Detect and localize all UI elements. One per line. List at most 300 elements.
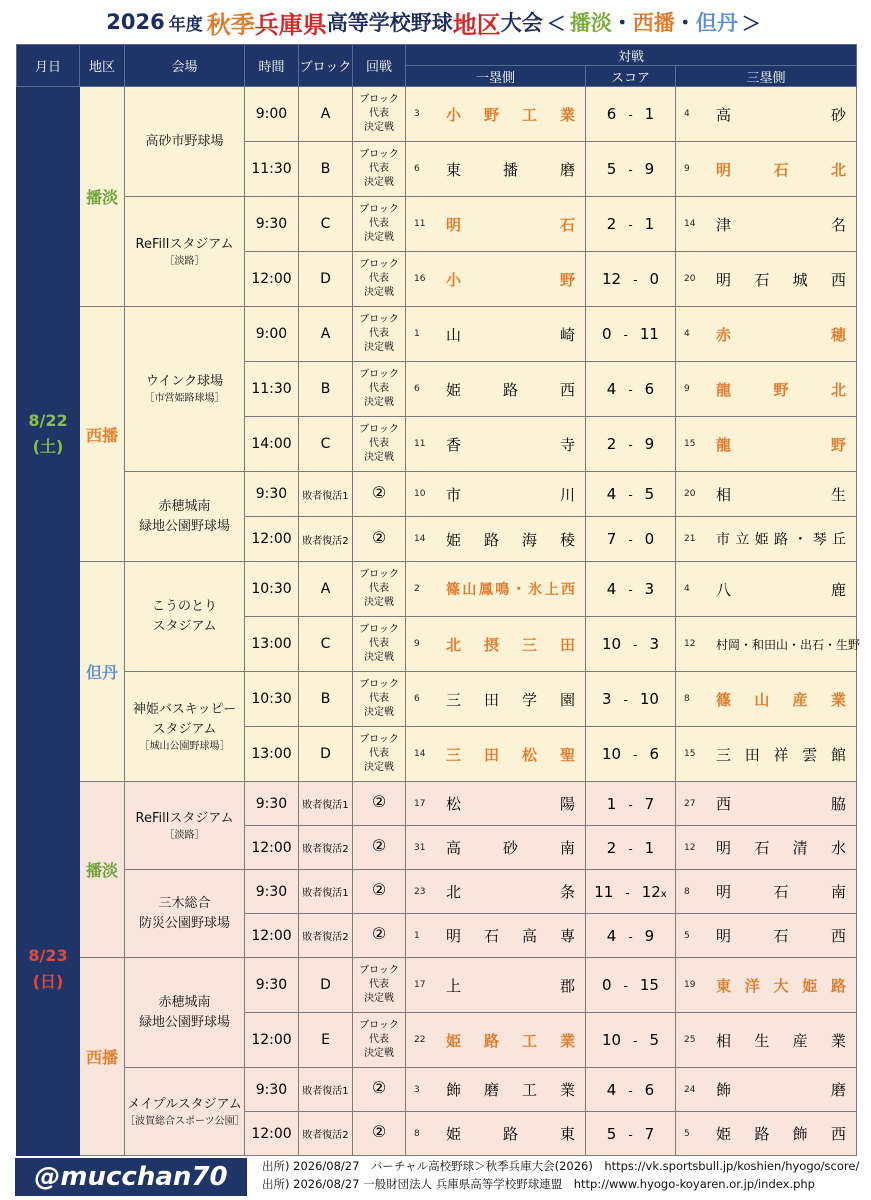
seed-number: 4 — [684, 109, 690, 119]
round-line: ブロック — [359, 569, 399, 580]
round-line: 代表 — [369, 693, 389, 704]
first-base-team — [406, 826, 586, 870]
round-line: 決定戦 — [364, 177, 394, 188]
score-dash: - — [616, 797, 645, 812]
seed-number: 24 — [684, 1084, 696, 1095]
venue-sub: ［城山公園野球場］ — [139, 740, 230, 752]
round-line: 代表 — [369, 163, 389, 174]
score-dash: - — [613, 885, 642, 900]
first-base-team — [406, 672, 586, 727]
time-cell: 9:30 — [245, 197, 299, 252]
score-cell — [586, 517, 676, 562]
first-base-team — [406, 1068, 586, 1112]
venue-name: スタジアム — [152, 721, 217, 737]
seed-number: 16 — [414, 274, 426, 284]
round-number: ② — [371, 1122, 387, 1141]
venue-name: ウインク球場 — [145, 374, 224, 389]
region-cell: 但丹 — [80, 562, 125, 782]
team-name: 上郡 — [446, 976, 575, 995]
seed-number: 5 — [684, 930, 690, 941]
venue-cell — [125, 782, 245, 870]
block-cell: 敗者復活1 — [299, 472, 353, 517]
block-cell: 敗者復活2 — [299, 914, 353, 958]
round-line: 代表 — [369, 108, 389, 119]
title-open: ＜ — [546, 12, 566, 35]
venue-name: ReFillスタジアム — [135, 236, 234, 252]
score-first: 0 — [602, 976, 612, 994]
score-cell — [586, 1068, 676, 1112]
block-cell: C — [299, 197, 353, 252]
title-shuki: 秋季 — [206, 10, 255, 39]
score-dash: - — [621, 1034, 650, 1048]
first-base-team — [406, 87, 586, 142]
team-name: 東播磨 — [446, 160, 575, 179]
seed-number: 27 — [684, 798, 696, 809]
score-cell — [586, 1112, 676, 1156]
venue-cell — [125, 307, 245, 472]
score-first: 4 — [606, 926, 617, 945]
third-base-team — [676, 782, 857, 826]
venue-cell — [125, 562, 245, 672]
team-name: 高砂 — [716, 105, 847, 124]
round-line: ブロック — [359, 259, 399, 270]
author-tag: @mucchan70 — [15, 1158, 247, 1196]
round-line: 決定戦 — [364, 762, 394, 773]
block-cell: 敗者復活2 — [299, 517, 353, 562]
score-cell — [586, 672, 676, 727]
round-line: 決定戦 — [364, 707, 394, 718]
score-dash: - — [616, 163, 645, 177]
header-block: ブロック — [299, 45, 353, 87]
seed-number: 11 — [414, 439, 426, 449]
first-base-team — [406, 782, 586, 826]
round-line: ブロック — [359, 679, 399, 690]
score-first: 12 — [602, 270, 622, 288]
first-base-team — [406, 252, 586, 307]
seed-number: 23 — [414, 886, 426, 897]
title-chiku: 地区 — [452, 10, 501, 39]
third-base-team — [676, 1013, 857, 1068]
score-dash: - — [616, 383, 645, 397]
team-name: 明石城西 — [716, 270, 847, 289]
team-name: 赤穂 — [716, 325, 847, 344]
header-venue: 会場 — [125, 45, 245, 87]
first-base-team — [406, 562, 586, 617]
team-name: 東洋大姫路 — [716, 976, 847, 995]
time-cell: 13:00 — [245, 727, 299, 782]
third-base-team — [676, 252, 857, 307]
header-region: 地区 — [80, 45, 125, 87]
team-name: 明石高専 — [446, 927, 575, 945]
team-name: 山崎 — [446, 325, 575, 344]
team-name: 明石南 — [716, 883, 847, 901]
score-first: 0 — [602, 325, 612, 343]
round-cell — [353, 252, 406, 307]
team-name: 八鹿 — [716, 580, 847, 599]
venue-cell — [125, 1068, 245, 1156]
date-md: 8/22 — [28, 411, 68, 430]
block-cell: 敗者復活1 — [299, 1068, 353, 1112]
time-cell: 12:00 — [245, 1013, 299, 1068]
score-third: 3 — [649, 635, 659, 653]
score-dash: - — [621, 273, 650, 287]
score-dash: - — [616, 929, 645, 944]
title-koko: 高等学校野球 — [326, 11, 453, 35]
round-line: ブロック — [359, 965, 399, 976]
seed-number: 12 — [684, 639, 696, 649]
title-region-2: 西播 — [632, 11, 675, 35]
title-region-3: 但丹 — [695, 11, 738, 35]
round-cell — [353, 197, 406, 252]
round-line: ブロック — [359, 734, 399, 745]
venue-name: 防災公園野球場 — [138, 915, 230, 931]
team-name: 明石 — [446, 215, 575, 234]
third-base-team — [676, 197, 857, 252]
round-line: 決定戦 — [364, 342, 394, 353]
score-third: 6 — [644, 380, 655, 398]
score-dash: - — [616, 841, 645, 856]
score-third: 10 — [639, 690, 659, 708]
round-line: ブロック — [359, 369, 399, 380]
round-line: ブロック — [359, 424, 399, 435]
score-third: 1 — [644, 215, 655, 233]
time-cell: 13:00 — [245, 617, 299, 672]
round-cell — [353, 617, 406, 672]
round-line: 代表 — [369, 328, 389, 339]
third-base-team — [676, 826, 857, 870]
score-cell — [586, 914, 676, 958]
score-cell — [586, 1013, 676, 1068]
score-first: 10 — [602, 1031, 622, 1049]
score-first: 10 — [602, 635, 622, 653]
seed-number: 6 — [414, 694, 420, 704]
team-name: 相生産業 — [716, 1031, 847, 1050]
score-first: 2 — [606, 435, 617, 453]
score-cell — [586, 617, 676, 672]
third-base-team — [676, 1068, 857, 1112]
header-round: 回戦 — [353, 45, 406, 87]
score-cell — [586, 142, 676, 197]
round-cell — [353, 870, 406, 914]
score-cell — [586, 197, 676, 252]
first-base-team — [406, 958, 586, 1013]
round-line: 代表 — [369, 583, 389, 594]
header-time: 時間 — [245, 45, 299, 87]
seed-number: 31 — [414, 842, 426, 853]
block-cell: B — [299, 362, 353, 417]
round-line: 決定戦 — [364, 397, 394, 408]
venue-sub: ［淡路］ — [164, 255, 205, 267]
seed-number: 14 — [684, 219, 696, 229]
score-dash: - — [616, 218, 645, 232]
seed-number: 9 — [684, 384, 690, 394]
score-dash: - — [611, 328, 640, 342]
first-base-team — [406, 142, 586, 197]
header-score: スコア — [586, 66, 676, 87]
round-number: ② — [371, 527, 387, 547]
score-third: 5 — [649, 1031, 659, 1049]
team-name: 明石清水 — [716, 839, 847, 857]
third-base-team — [676, 562, 857, 617]
first-base-team — [406, 472, 586, 517]
time-cell: 10:30 — [245, 672, 299, 727]
team-name: 小野工業 — [446, 105, 575, 124]
score-cell — [586, 472, 676, 517]
score-mark: x — [660, 888, 667, 900]
score-dash: - — [611, 693, 640, 707]
block-cell: B — [299, 672, 353, 727]
title-nendo: 年度 — [168, 14, 203, 35]
first-base-team — [406, 362, 586, 417]
score-third: 5 — [644, 485, 655, 503]
date-dow: (土) — [32, 437, 64, 456]
score-cell — [586, 362, 676, 417]
seed-number: 25 — [684, 1035, 696, 1045]
third-base-team — [676, 672, 857, 727]
team-name: 三田松聖 — [446, 745, 575, 764]
seed-number: 1 — [414, 329, 420, 339]
round-number: ② — [371, 1078, 387, 1097]
seed-number: 6 — [414, 384, 420, 394]
time-cell: 11:30 — [245, 142, 299, 197]
score-third: 12 — [641, 882, 661, 901]
seed-number: 14 — [414, 534, 426, 544]
score-dash: - — [616, 108, 645, 122]
team-name: 北摂三田 — [446, 635, 575, 654]
venue-cell — [125, 472, 245, 562]
time-cell: 9:30 — [245, 782, 299, 826]
seed-number: 17 — [414, 980, 426, 990]
seed-number: 15 — [684, 439, 696, 449]
team-name: 香寺 — [446, 435, 575, 454]
round-cell — [353, 1013, 406, 1068]
third-base-team — [676, 307, 857, 362]
page-title — [0, 0, 871, 44]
seed-number: 15 — [684, 749, 696, 759]
score-third: 6 — [649, 745, 659, 763]
region-cell: 播淡 — [80, 782, 125, 958]
time-cell: 11:30 — [245, 362, 299, 417]
header-first-base: 一塁側 — [406, 66, 586, 87]
score-third: 7 — [644, 794, 655, 813]
source-line-2: 出所) 2026/08/27 一般財団法人 兵庫県高等学校野球連盟 http://www.hyogo-koyaren.or.jp/index.php — [262, 1177, 815, 1191]
block-cell: A — [299, 307, 353, 362]
seed-number: 3 — [414, 1084, 420, 1095]
score-third: 6 — [644, 1080, 655, 1099]
seed-number: 5 — [684, 1128, 690, 1139]
venue-name: 赤穂城南 — [158, 994, 211, 1010]
first-base-team — [406, 197, 586, 252]
score-first: 7 — [606, 530, 617, 548]
seed-number: 14 — [414, 749, 426, 759]
first-base-team — [406, 417, 586, 472]
team-name: 飾磨工業 — [446, 1081, 575, 1099]
score-dash: - — [616, 583, 645, 597]
time-cell: 10:30 — [245, 562, 299, 617]
time-cell: 9:30 — [245, 472, 299, 517]
team-name: 飾磨 — [716, 1081, 847, 1099]
block-cell: A — [299, 87, 353, 142]
score-dash: - — [616, 1083, 645, 1098]
score-third: 3 — [644, 580, 655, 598]
title-close: ＞ — [741, 12, 761, 35]
team-name: 姫路東 — [446, 1125, 575, 1143]
score-dash: - — [616, 488, 645, 502]
block-cell: 敗者復活1 — [299, 870, 353, 914]
round-line: 決定戦 — [364, 1048, 394, 1059]
round-line: 代表 — [369, 748, 389, 759]
block-cell: 敗者復活1 — [299, 782, 353, 826]
first-base-team — [406, 617, 586, 672]
venue-sub: ［市営姫路球場］ — [144, 393, 225, 404]
seed-number: 11 — [414, 219, 426, 229]
score-cell — [586, 87, 676, 142]
time-cell: 14:00 — [245, 417, 299, 472]
round-line: 決定戦 — [364, 122, 394, 133]
team-name: 市立姫路・琴丘 — [716, 532, 847, 548]
score-first: 1 — [606, 794, 617, 813]
first-base-team — [406, 870, 586, 914]
score-first: 10 — [602, 745, 622, 763]
score-dash: - — [616, 533, 645, 547]
round-line: 決定戦 — [364, 652, 394, 663]
score-first: 4 — [606, 485, 617, 503]
seed-number: 12 — [684, 842, 696, 853]
time-cell: 9:00 — [245, 87, 299, 142]
round-line: ブロック — [359, 94, 399, 105]
date-dow: (日) — [32, 971, 64, 991]
third-base-team — [676, 727, 857, 782]
region-cell: 西播 — [80, 958, 125, 1156]
third-base-team — [676, 914, 857, 958]
seed-number: 4 — [684, 584, 690, 594]
score-first: 2 — [606, 838, 617, 857]
time-cell: 12:00 — [245, 826, 299, 870]
team-name: 西脇 — [716, 795, 847, 813]
time-cell: 12:00 — [245, 1112, 299, 1156]
score-first: 3 — [602, 690, 612, 708]
team-name: 相生 — [716, 485, 847, 504]
seed-number: 22 — [414, 1035, 426, 1045]
seed-number: 20 — [684, 274, 696, 284]
round-cell — [353, 1112, 406, 1156]
round-cell — [353, 517, 406, 562]
region-cell: 西播 — [80, 307, 125, 562]
region-cell: 播淡 — [80, 87, 125, 307]
round-cell — [353, 958, 406, 1013]
round-cell — [353, 472, 406, 517]
venue-cell — [125, 870, 245, 958]
round-cell — [353, 142, 406, 197]
score-cell — [586, 417, 676, 472]
block-cell: E — [299, 1013, 353, 1068]
team-name: 明石北 — [716, 160, 847, 179]
round-line: 決定戦 — [364, 452, 394, 463]
round-cell — [353, 1068, 406, 1112]
score-third: 0 — [644, 530, 655, 548]
score-dash: - — [616, 438, 645, 452]
seed-number: 8 — [684, 886, 690, 897]
date-cell — [17, 782, 80, 1156]
third-base-team — [676, 870, 857, 914]
team-name: 姫路飾西 — [716, 1125, 847, 1143]
team-name: 津名 — [716, 215, 847, 234]
round-number: ② — [371, 880, 387, 899]
schedule-body — [17, 87, 861, 1156]
score-third: 1 — [644, 105, 655, 123]
round-cell — [353, 307, 406, 362]
score-third: 9 — [644, 160, 655, 178]
round-line: 決定戦 — [364, 287, 394, 298]
round-line: 決定戦 — [364, 993, 394, 1004]
third-base-team — [676, 958, 857, 1013]
team-name: 明石西 — [716, 927, 847, 945]
score-first: 4 — [606, 380, 617, 398]
time-cell: 9:30 — [245, 958, 299, 1013]
seed-number: 9 — [414, 639, 420, 649]
round-number: ② — [371, 482, 387, 502]
score-cell — [586, 727, 676, 782]
seed-number: 17 — [414, 798, 426, 809]
venue-cell — [125, 672, 245, 782]
round-cell — [353, 87, 406, 142]
seed-number: 20 — [684, 489, 696, 499]
round-cell — [353, 672, 406, 727]
round-line: 代表 — [369, 218, 389, 229]
round-number: ② — [371, 836, 387, 855]
score-third: 1 — [644, 838, 655, 857]
score-dash: - — [621, 638, 650, 652]
venue-sub: ［波賀総合スポーツ公園］ — [125, 1115, 245, 1127]
seed-number: 21 — [684, 534, 696, 544]
block-cell: C — [299, 417, 353, 472]
score-third: 15 — [639, 976, 659, 994]
team-name: 篠山産業 — [716, 690, 847, 709]
team-name: 北条 — [446, 883, 575, 901]
round-line: ブロック — [359, 624, 399, 635]
venue-name: 緑地公園野球場 — [138, 1014, 230, 1030]
block-cell: 敗者復活2 — [299, 1112, 353, 1156]
block-cell: 敗者復活2 — [299, 826, 353, 870]
round-cell — [353, 727, 406, 782]
venue-name: 神姫バスキッピー — [132, 701, 237, 717]
date-cell — [17, 87, 80, 782]
third-base-team — [676, 1112, 857, 1156]
time-cell: 12:00 — [245, 914, 299, 958]
score-cell — [586, 252, 676, 307]
team-name: 三田祥雲館 — [716, 745, 847, 764]
team-name: 松陽 — [446, 795, 575, 813]
round-line: ブロック — [359, 1020, 399, 1031]
third-base-team — [676, 472, 857, 517]
team-name: 姫路西 — [446, 380, 575, 399]
score-cell — [586, 307, 676, 362]
venue-name: 高砂市野球場 — [145, 133, 224, 149]
third-base-team — [676, 517, 857, 562]
team-name: 市川 — [446, 485, 575, 504]
block-cell: D — [299, 727, 353, 782]
first-base-team — [406, 1112, 586, 1156]
title-year: 2026 — [106, 10, 165, 34]
seed-number: 8 — [414, 1128, 420, 1139]
round-line: 決定戦 — [364, 232, 394, 243]
round-cell — [353, 826, 406, 870]
score-dash: - — [621, 748, 650, 762]
team-name: 姫路工業 — [446, 1031, 575, 1050]
source-line-1: 出所) 2026/08/27 バーチャル高校野球＞秋季兵庫大会(2026) https://vk.sportsbull.jp/koshien/hyogo/score/ — [262, 1159, 860, 1173]
round-line: 代表 — [369, 438, 389, 449]
score-first: 2 — [606, 215, 617, 233]
